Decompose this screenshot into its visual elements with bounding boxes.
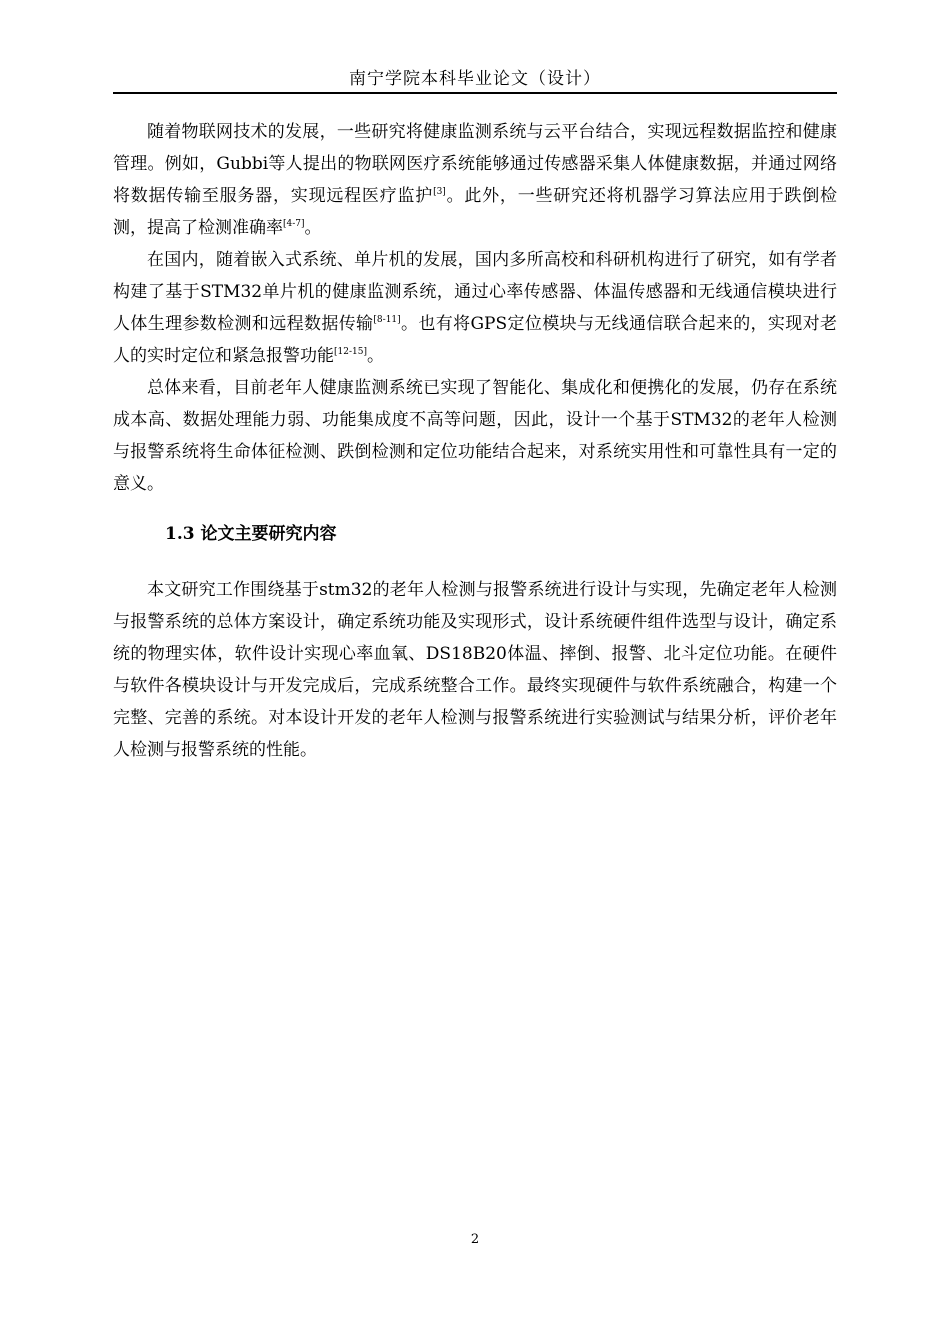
paragraph-domestic-research — [113, 244, 837, 372]
paragraph-text: 。 — [304, 218, 322, 238]
paragraph-summary — [113, 372, 837, 500]
citation-ref: [8-11] — [373, 315, 401, 325]
paragraph-iot-research — [113, 116, 837, 244]
running-header: 南宁学院本科毕业论文（设计） — [349, 69, 601, 89]
section-heading: 1.3 论文主要研究内容 — [165, 524, 337, 544]
header-rule — [113, 92, 837, 94]
citation-ref: [4-7] — [283, 219, 305, 229]
paragraph-text: 本文研究工作围绕基于stm32的老年人检测与报警系统进行设计与实现，先确定老年人检测与报警系统的总体方案设计，确定系统功能及实现形式，设计系统硬件组件选型与设计，确定系统的物理实体，软件设计实现心率血氧、DS18B20体温、摔倒、报警、北斗定位功能。在硬件与软件各模块设计与开发完成后，完成系统整合工作。最终实现硬件与软件系统融合，构建一个完整、完善的系统。对本设计开发的老年人检测与报警系统进行实验测试与结果分析，评价老年人检测与报警系统的性能。 — [113, 580, 837, 760]
paragraph-text: 。也有将GPS定位模块与无线通信联合起来的，实现对老人的实时定位和紧急报警功能 — [113, 314, 837, 366]
citation-ref: [3] — [433, 187, 446, 197]
section-body — [113, 574, 837, 766]
paragraph-text: 总体来看，目前老年人健康监测系统已实现了智能化、集成化和便携化的发展，仍存在系统成本高、数据处理能力弱、功能集成度不高等问题，因此，设计一个基于STM32的老年人检测与报警系统将生命体征检测、跌倒检测和定位功能结合起来，对系统实用性和可靠性具有一定的意义。 — [113, 378, 837, 494]
paragraph-text: 。 — [366, 346, 384, 366]
paragraph-text: 在国内，随着嵌入式系统、单片机的发展，国内多所高校和科研机构进行了研究，如有学者构建了基于STM32单片机的健康监测系统，通过心率传感器、体温传感器和无线通信模块进行人体生理参数检测和远程数据传输 — [113, 250, 837, 334]
paragraph-text: 随着物联网技术的发展，一些研究将健康监测系统与云平台结合，实现远程数据监控和健康管理。例如，Gubbi等人提出的物联网医疗系统能够通过传感器采集人体健康数据，并通过网络将数据传输至服务器，实现远程医疗监护 — [113, 122, 837, 206]
body-text-block — [113, 116, 837, 500]
citation-ref: [12-15] — [334, 347, 367, 357]
paragraph-research-content — [113, 574, 837, 766]
paragraph-text: 。此外，一些研究还将机器学习算法应用于跌倒检测，提高了检测准确率 — [113, 186, 837, 238]
page-number: 2 — [470, 1232, 480, 1247]
